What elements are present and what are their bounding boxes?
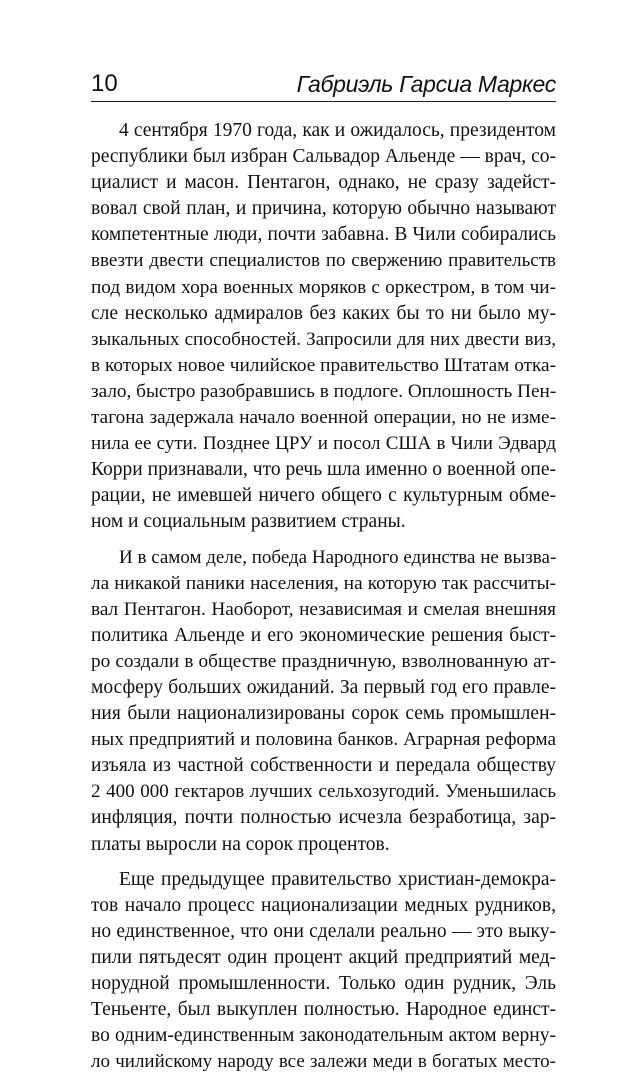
text-line: 2 400 000 гектаров лучших сельхозугодий. Уменьшилась [91, 781, 556, 803]
text-line: ном и социальным развитием страны. [91, 511, 406, 533]
text-line: ввезти двести специалистов по свержению правительств [91, 250, 556, 272]
text-line: сле несколько адмиралов без каких бы то ни было му- [91, 302, 556, 324]
text-line: тов начало процесс национализации медных рудников, [91, 894, 556, 916]
text-line: тагона задержала начало военной операции, но не изме- [91, 407, 556, 429]
paragraph [91, 867, 556, 1075]
text-line: Корри признавали, что речь шла именно о военной опе- [91, 459, 556, 481]
text-line: пили пятьдесят один процент акций предприятий мед- [91, 946, 556, 968]
text-line: Еще предыдущее правительство христиан-демокра- [119, 868, 556, 890]
paragraph [91, 545, 556, 858]
page-number: 10 [91, 70, 118, 97]
text-line: ных предприятий и половина банков. Аграрная реформа [91, 729, 556, 751]
running-head [91, 68, 556, 102]
body-text [91, 118, 556, 1075]
text-line: вовал свой план, и причина, которую обычно называют [91, 198, 556, 220]
text-line: Теньенте, был выкуплен полностью. Народное единст- [91, 999, 556, 1021]
text-line: циалист и масон. Пентагон, однако, не сразу задейст- [91, 172, 556, 194]
paragraph [91, 118, 556, 536]
header-rule [91, 101, 556, 102]
text-line: ла никакой паники населения, на которую так рассчиты- [91, 572, 556, 594]
text-line: зало, быстро разобравшись в подлоге. Оплошность Пен- [91, 380, 556, 402]
text-line: зыкальных способностей. Запросили для них двести виз, [91, 328, 556, 350]
text-line: ло чилийскому народу все залежи меди в богатых место- [91, 1051, 556, 1073]
text-line: рации, не имевшей ничего общего с культурным обме- [91, 485, 556, 507]
text-line: во одним-единственным законодательным актом верну- [91, 1025, 556, 1047]
text-line: но единственное, что они сделали реально — это выку- [91, 920, 556, 942]
text-line: вал Пентагон. Наоборот, независимая и смелая внешняя [91, 598, 556, 620]
paragraph-gap [91, 536, 556, 545]
text-line: нила ее сути. Позднее ЦРУ и посол США в Чили Эдвард [91, 433, 556, 455]
text-line: И в самом деле, победа Народного единства не вызва- [119, 546, 556, 568]
text-line: изъяла из частной собственности и передала обществу [91, 755, 556, 777]
running-title: Габриэль Гарсиа Маркес [296, 71, 556, 97]
text-line: мосферу больших ожиданий. За первый год его правле- [91, 676, 556, 698]
text-line: в которых новое чилийское правительство Штатам отка- [91, 354, 556, 376]
text-line: компетентные люди, почти забавна. В Чили собирались [91, 224, 556, 246]
text-line: 4 сентября 1970 года, как и ожидалось, президентом [119, 120, 556, 141]
text-line: республики был избран Сальвадор Альенде — врач, со- [91, 146, 556, 168]
paragraph-gap [91, 858, 556, 867]
text-line: инфляция, почти полностью исчезла безработица, зар- [91, 807, 556, 829]
text-line: норудной промышленности. Только один рудник, Эль [91, 973, 556, 994]
text-line: платы выросли на сорок процентов. [91, 833, 390, 855]
text-line: ния были национализированы сорок семь промышлен- [91, 703, 556, 725]
text-line: ро создали в обществе праздничную, взволнованную ат- [91, 650, 556, 672]
text-line: политика Альенде и его экономические решения быст- [91, 624, 556, 646]
text-line: под видом хора военных моряков с оркестром, в том чи- [91, 276, 556, 298]
